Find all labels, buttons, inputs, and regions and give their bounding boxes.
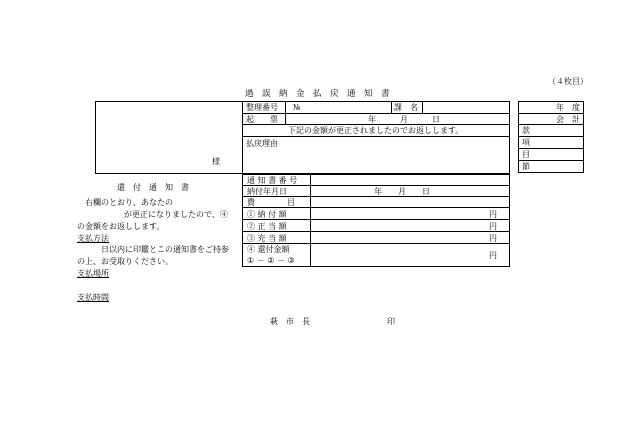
amount-row-label: 納付年月日 (247, 187, 287, 196)
main-table (242, 101, 510, 174)
seiri-bango-label: 整理番号 (246, 103, 278, 112)
amount-row-label: ③ 充 当 額 (247, 234, 287, 243)
notice-heading: 還 付 通 知 書 (117, 183, 189, 192)
method-label: 支払方法 (77, 234, 109, 243)
no-label: № (293, 103, 301, 112)
amount-row-label: 費 目 (247, 198, 295, 207)
account-row-kou: 項 (522, 138, 530, 147)
notice-line3: の金額をお返しします。 (77, 222, 165, 231)
notice-line2: が更正になりましたので、④ (124, 210, 228, 219)
amount-row-label: ④ 還付金額 (247, 245, 290, 254)
amount-row-value: 円 (489, 251, 497, 260)
method-line1: 日以内に印鑑とこの通知書をご持参 (101, 245, 229, 254)
kian-date: 年 月 日 (368, 115, 440, 124)
amount-row-value: 円 (489, 222, 497, 231)
amount-row-value: 年 月 日 (374, 187, 430, 196)
amount-row-label: ① 納 付 額 (247, 210, 287, 219)
reason-label: 払戻理由 (246, 139, 278, 148)
account-row-kan: 款 (522, 126, 530, 135)
notice-line: 下記の金額が更正されましたのでお返しします。 (288, 126, 464, 135)
place-label: 支払場所 (77, 269, 109, 278)
mayor-label: 萩 市 長 (270, 317, 310, 326)
kian-label: 起 票 (246, 115, 278, 124)
address-box (95, 101, 243, 174)
nendo-label: 年 度 (556, 103, 580, 112)
account-row-setsu: 節 (522, 162, 530, 171)
kamei-label: 課 名 (394, 103, 418, 112)
notice-line1: 右欄のとおり、あなたの (85, 198, 173, 207)
amount-row-sublabel: ① － ② － ③ (247, 256, 295, 265)
sama-label: 様 (212, 157, 220, 166)
amount-row-label: 通 知 書 番 号 (247, 176, 298, 185)
account-row-moku: 目 (522, 150, 530, 159)
amount-row-label: ② 正 当 額 (247, 222, 287, 231)
seal-mark: 印 (387, 317, 395, 326)
amount-row-value: 円 (489, 234, 497, 243)
page-tag: （４枚目） (548, 77, 588, 86)
kaikei-label: 会 計 (556, 115, 580, 124)
document-title: 過 誤 納 金 払 戻 通 知 書 (245, 89, 390, 99)
amount-row-value: 円 (489, 210, 497, 219)
method-line2: の上、お受取りください。 (77, 257, 173, 266)
time-label: 支払時間 (77, 293, 109, 302)
